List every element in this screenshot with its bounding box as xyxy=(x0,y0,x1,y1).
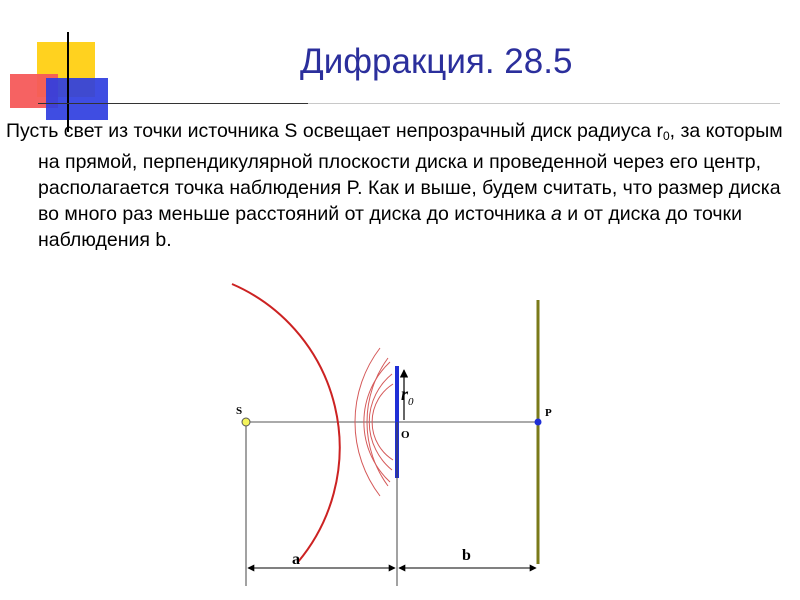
label-o: O xyxy=(401,429,410,441)
label-b: b xyxy=(462,547,471,564)
label-p: P xyxy=(545,407,552,419)
text-part-3: и от диска до точки наблюдения b. xyxy=(38,203,742,251)
page-title: Дифракция. 28.5 xyxy=(300,42,573,81)
label-r-subscript: 0 xyxy=(408,396,414,408)
label-r0 xyxy=(401,384,414,408)
observation-point xyxy=(535,419,542,426)
text-part-1: Пусть свет из точки источника S освещает непрозрачный диск радиуса r xyxy=(6,120,663,142)
text-italic-a: a xyxy=(551,203,562,225)
label-a: a xyxy=(292,551,300,568)
text-part-2: , за которым на прямой, перпендикулярной плоскости диска и проведенной через его центр, располагается точка наблюдения P. Как и выше, будем считать, что размер диска во много раз меньше расстояний от диска до источника xyxy=(38,120,783,225)
source-point xyxy=(242,418,250,426)
label-r: r xyxy=(401,384,409,404)
text-subscript: 0 xyxy=(662,129,670,143)
label-s: S xyxy=(236,405,243,417)
